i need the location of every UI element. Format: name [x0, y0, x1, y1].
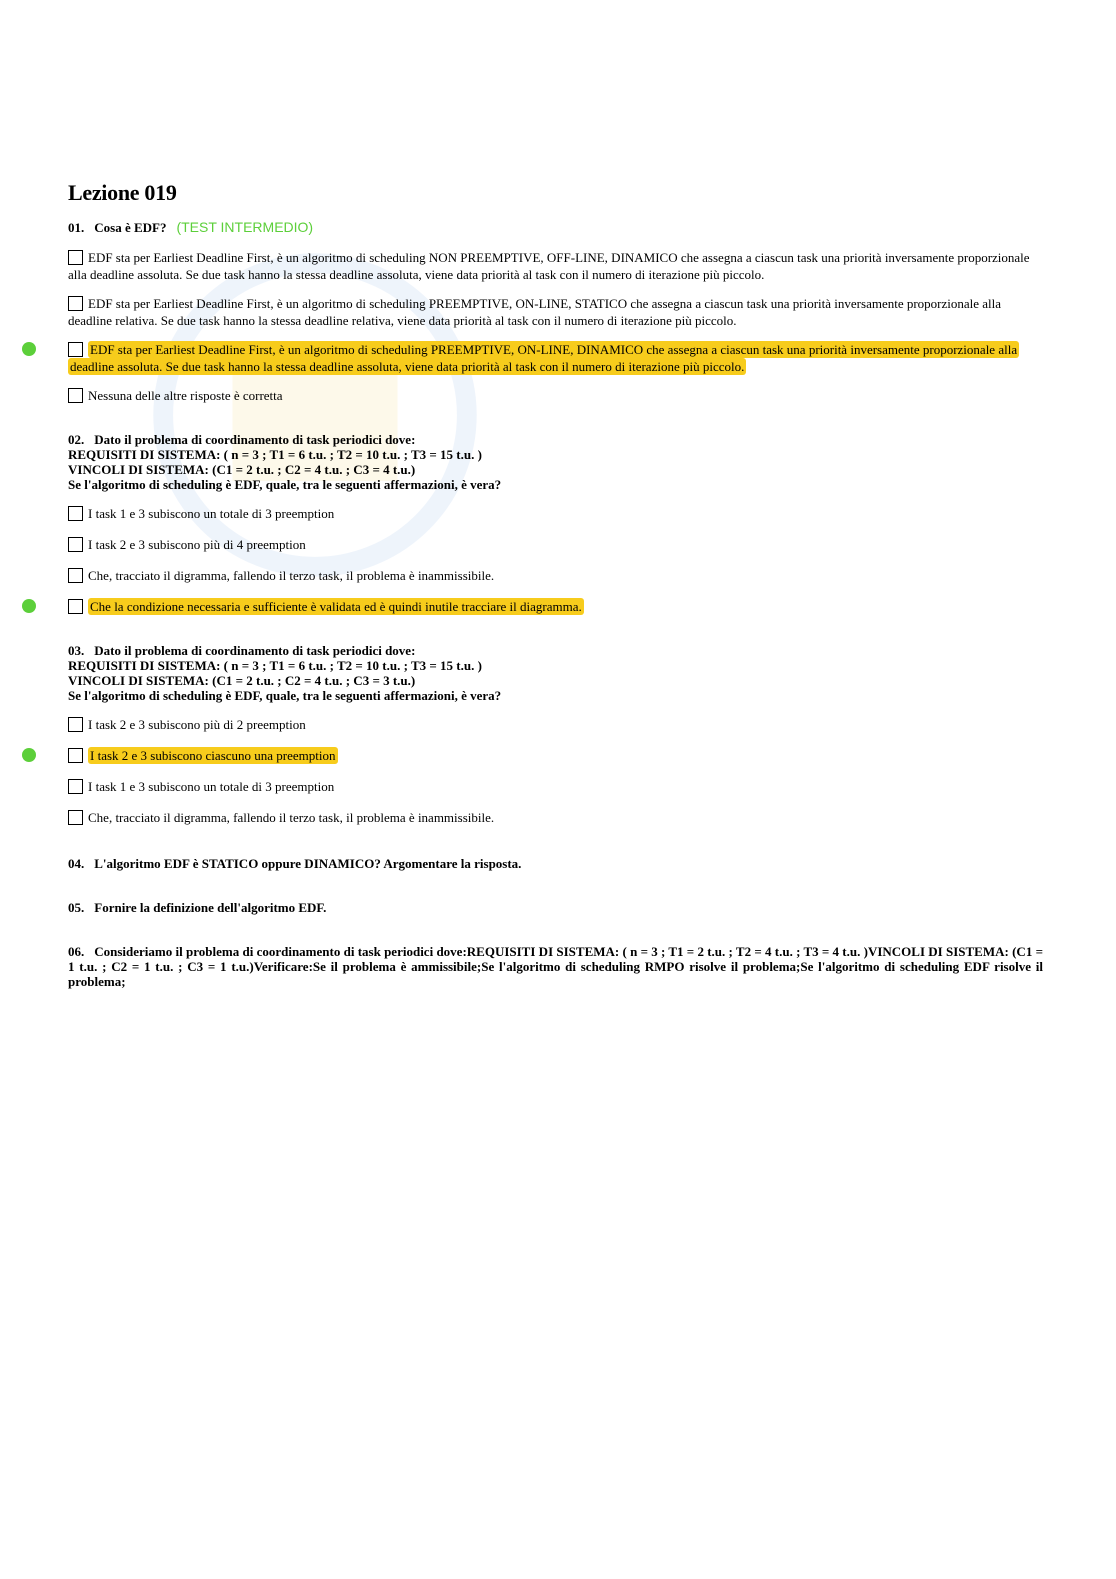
q1-option-3 — [68, 341, 1043, 375]
checkbox[interactable] — [68, 599, 83, 614]
correct-answer-dot — [22, 599, 36, 613]
q2-option-4 — [68, 598, 1043, 615]
checkbox[interactable] — [68, 296, 83, 311]
question-1-text: Cosa è EDF? — [94, 220, 167, 235]
q3-option-2 — [68, 747, 1043, 764]
q3-option-1: I task 2 e 3 subiscono più di 2 preemption — [68, 716, 1043, 733]
checkbox[interactable] — [68, 810, 83, 825]
document-page — [68, 180, 1043, 989]
question-1-header: 01. Cosa è EDF? (TEST INTERMEDIO) — [68, 219, 314, 235]
q1-option-4: Nessuna delle altre risposte è corretta — [68, 387, 1043, 404]
checkbox[interactable] — [68, 506, 83, 521]
test-intermedio-tag: (TEST INTERMEDIO) — [176, 219, 314, 235]
checkbox[interactable] — [68, 748, 83, 763]
highlighted-answer: Che la condizione necessaria e sufficiente è validata ed è quindi inutile tracciare il diagramma. — [90, 599, 582, 614]
question-5: 05. Fornire la definizione dell'algoritmo EDF. — [68, 900, 327, 915]
checkbox[interactable] — [68, 342, 83, 357]
q1-option-2: EDF sta per Earliest Deadline First, è un algoritmo di scheduling PREEMPTIVE, ON-LINE, STATICO che assegna a ciascun task una priorità inversamente proporzionale alla deadline relativa. Se due task hanno la stessa deadline relativa, viene data priorità al task con il numero di iterazione più piccolo. — [68, 296, 1002, 328]
lesson-title: Lezione 019 — [68, 180, 177, 205]
q2-option-1: I task 1 e 3 subiscono un totale di 3 preemption — [68, 505, 1043, 522]
question-2-header: 02. Dato il problema di coordinamento di task periodici dove: REQUISITI DI SISTEMA: ( n = 3 ; T1 = 6 t.u. ; T2 = 10 t.u. ; T3 = 15 t.u. ) VINCOLI DI SISTEMA: (C1 = 2 t.u. ; C2 = 4 t.u. ; C3 = 4 t.u.) Se l'algoritmo di scheduling è EDF, quale, tra le seguenti affermazioni, è vera? — [68, 432, 502, 492]
checkbox[interactable] — [68, 568, 83, 583]
checkbox[interactable] — [68, 388, 83, 403]
checkbox[interactable] — [68, 779, 83, 794]
q2-option-2: I task 2 e 3 subiscono più di 4 preemption — [68, 536, 1043, 553]
highlighted-answer: I task 2 e 3 subiscono ciascuno una preemption — [90, 748, 336, 763]
checkbox[interactable] — [68, 717, 83, 732]
question-4: 04. L'algoritmo EDF è STATICO oppure DINAMICO? Argomentare la risposta. — [68, 856, 522, 871]
checkbox[interactable] — [68, 250, 83, 265]
q3-option-3: I task 1 e 3 subiscono un totale di 3 preemption — [68, 778, 1043, 795]
question-3-header: 03. Dato il problema di coordinamento di task periodici dove: REQUISITI DI SISTEMA: ( n = 3 ; T1 = 6 t.u. ; T2 = 10 t.u. ; T3 = 15 t.u. ) VINCOLI DI SISTEMA: (C1 = 2 t.u. ; C2 = 4 t.u. ; C3 = 3 t.u.) Se l'algoritmo di scheduling è EDF, quale, tra le seguenti affermazioni, è vera? — [68, 643, 502, 703]
correct-answer-dot — [22, 342, 36, 356]
correct-answer-dot — [22, 748, 36, 762]
q1-option-1: EDF sta per Earliest Deadline First, è un algoritmo di scheduling NON PREEMPTIVE, OFF-LINE, DINAMICO che assegna a ciascun task una priorità inversamente proporzionale alla deadline assoluta. Se due task hanno la stessa deadline assoluta, viene data priorità al task con il numero di iterazione più piccolo. — [68, 250, 1030, 282]
highlighted-answer: EDF sta per Earliest Deadline First, è un algoritmo di scheduling PREEMPTIVE, ON-LINE, DINAMICO che assegna a ciascun task una priorità inversamente proporzionale alla deadline assoluta. Se due task hanno la stessa deadline assoluta, viene data priorità al task con il numero di iterazione più piccolo. — [70, 342, 1018, 374]
q2-option-3: Che, tracciato il digramma, fallendo il terzo task, il problema è inammissibile. — [68, 567, 1043, 584]
checkbox[interactable] — [68, 537, 83, 552]
question-6: 06. Consideriamo il problema di coordinamento di task periodici dove:REQUISITI DI SISTEMA: ( n = 3 ; T1 = 2 t.u. ; T2 = 4 t.u. ; T3 = 4 t.u. )VINCOLI DI SISTEMA: (C1 = 1 t.u. ; C2 = 1 t.u. ; C3 = 1 t.u.)Verificare:Se il problema è ammissibile;Se l'algoritmo di scheduling RMPO risolve il problema;Se l'algoritmo di scheduling EDF risolve il problema; — [68, 944, 1043, 989]
q3-option-4: Che, tracciato il digramma, fallendo il terzo task, il problema è inammissibile. — [68, 809, 1043, 826]
